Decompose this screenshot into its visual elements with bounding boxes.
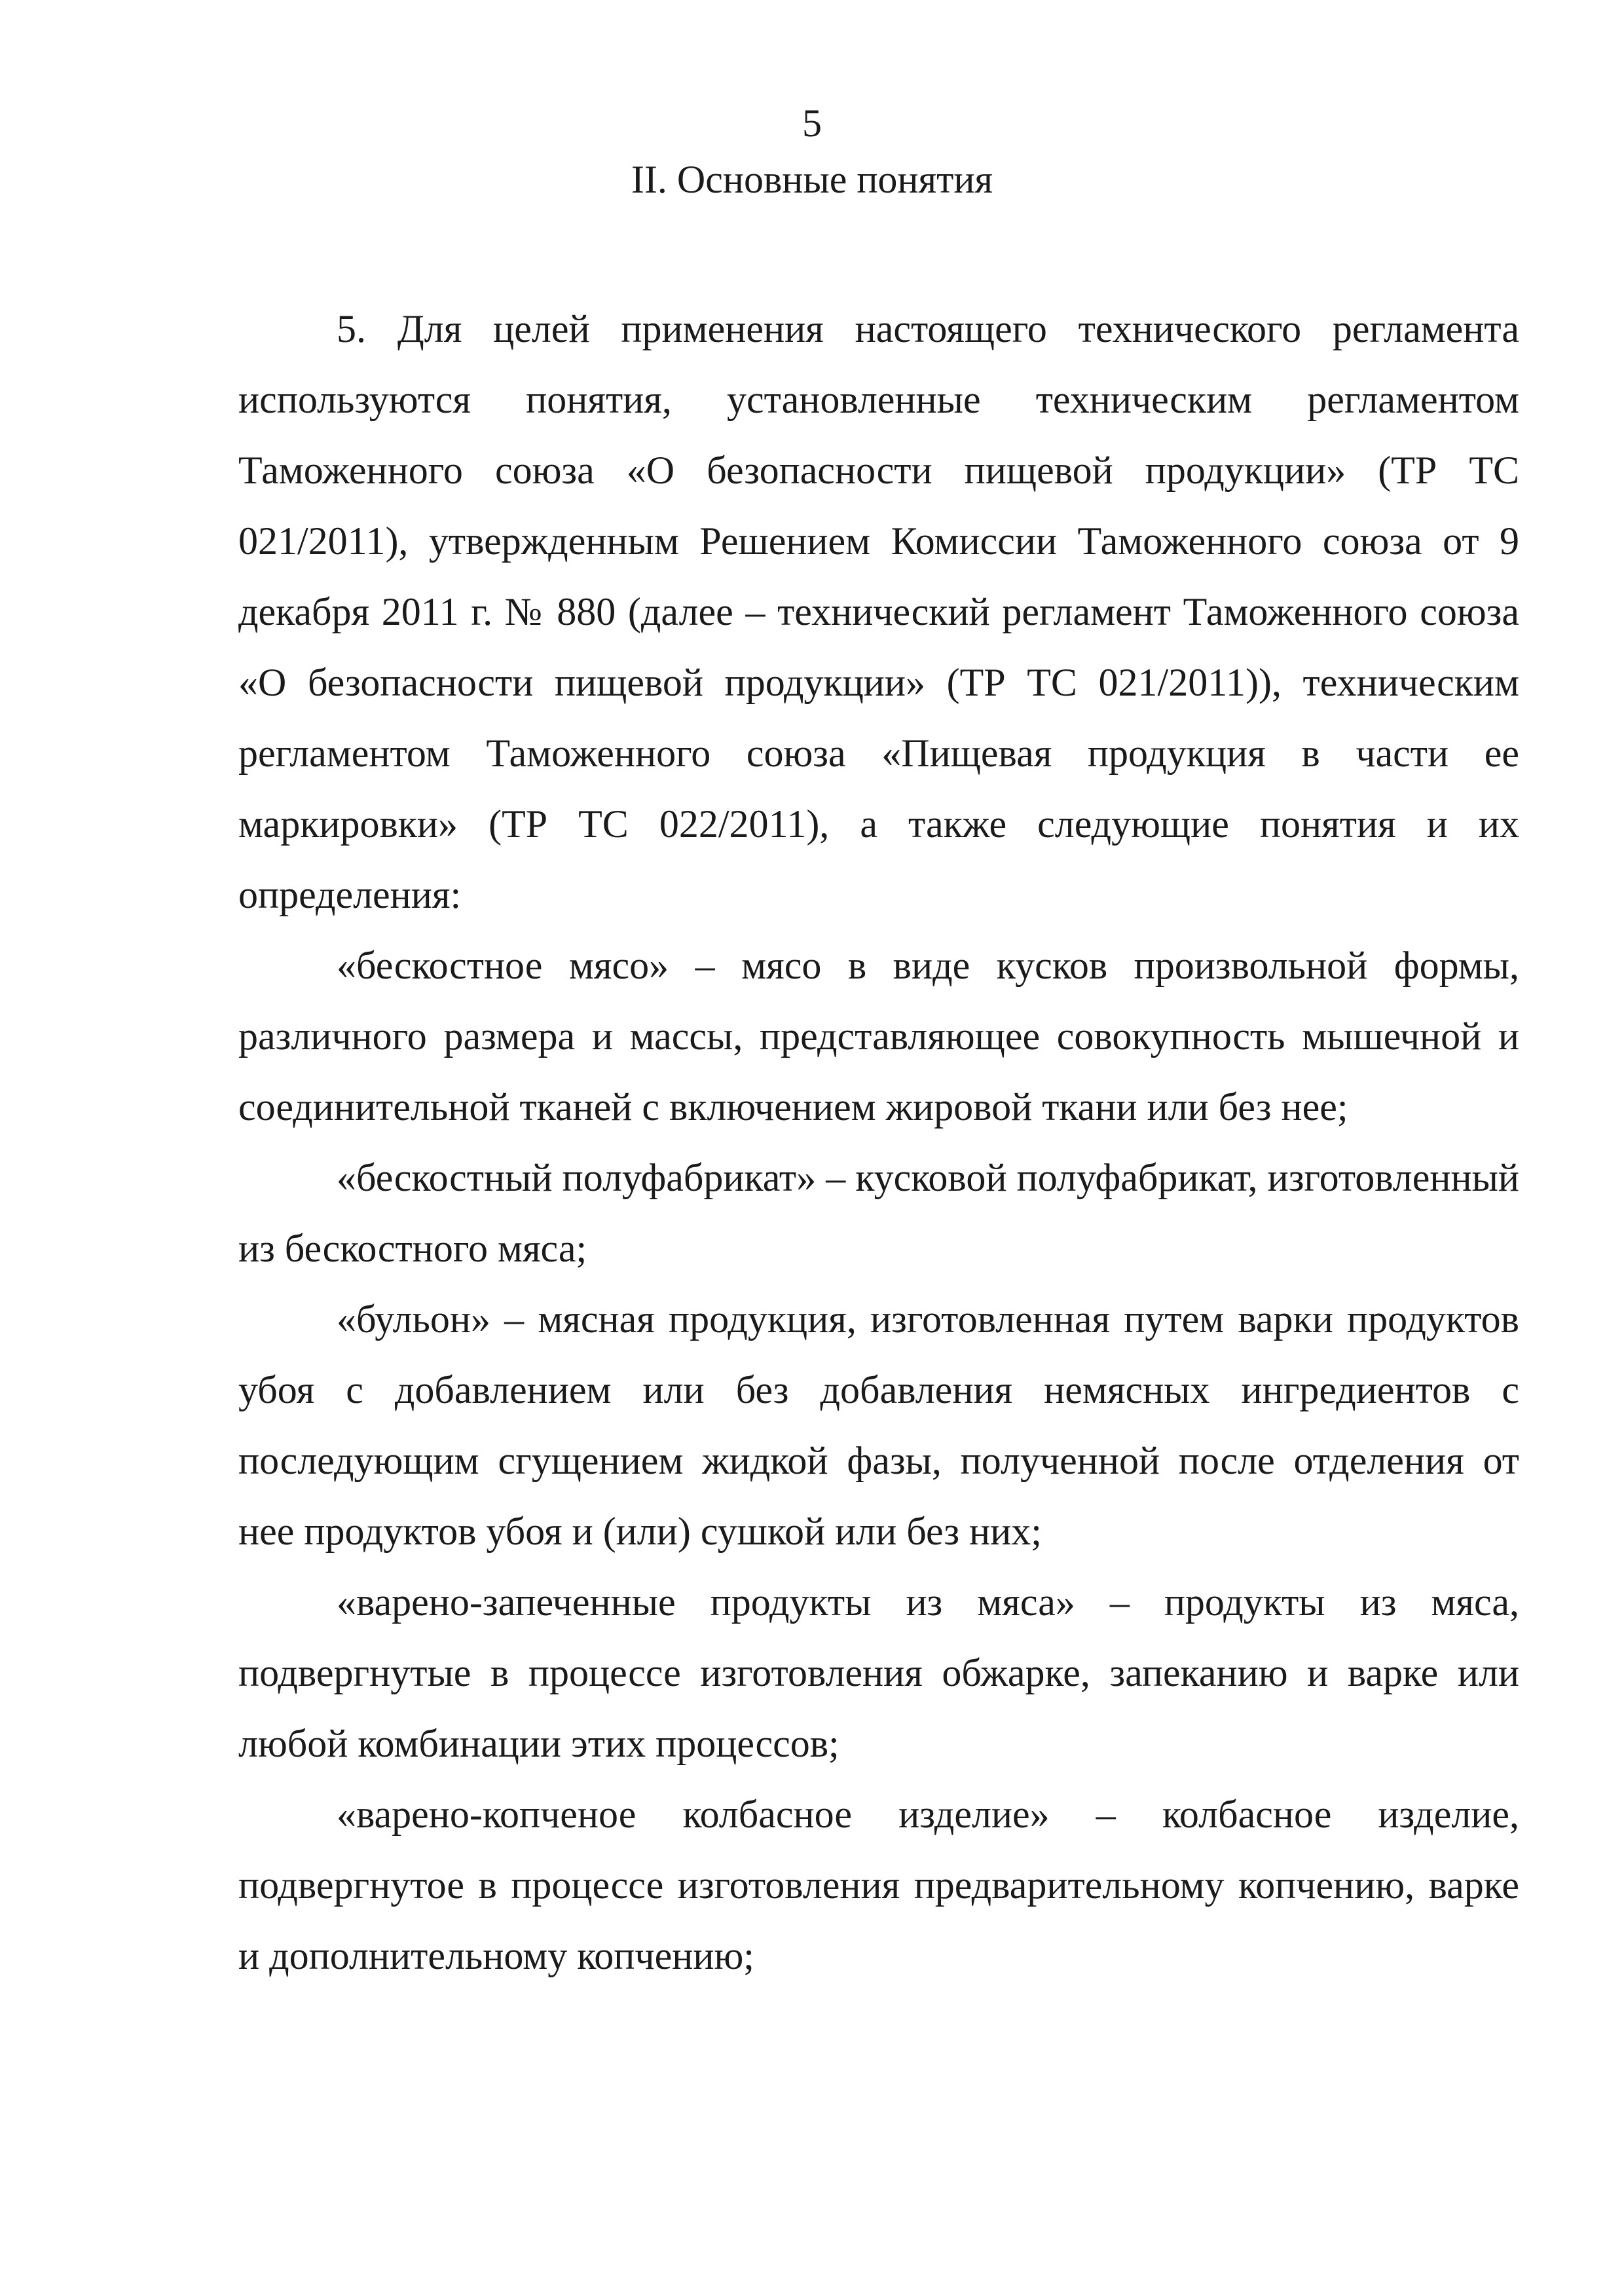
- page-number: 5: [802, 102, 822, 145]
- definition-boneless-semi-finished: «бескостный полуфабрикат» – кусковой полуфабрикат, изготовленный из бескостного мяса;: [238, 1156, 1519, 1270]
- definition-broth: «бульон» – мясная продукция, изготовленная путем варки продуктов убоя с добавлением или без добавления немясных ингредиентов с последующим сгущением жидкой фазы, полученной после отделения от нее продуктов убоя и (или) сушкой или без них;: [238, 1297, 1519, 1553]
- section-title: II. Основные понятия: [631, 158, 993, 201]
- definition-boiled-smoked-sausage: «варено-копченое колбасное изделие» – колбасное изделие, подвергнутое в процессе изготовления предварительному копчению, варке и дополнительному копчению;: [238, 1793, 1519, 1977]
- definition-boiled-baked-products: «варено-запеченные продукты из мяса» – продукты из мяса, подвергнутые в процессе изготовления обжарке, запеканию и варке или любой комбинации этих процессов;: [238, 1580, 1519, 1765]
- document-body: [238, 293, 1519, 1991]
- paragraph-intro: 5. Для целей применения настоящего технического регламента используются понятия, установленные техническим регламентом Таможенного союза «О безопасности пищевой продукции» (ТР ТС 021/2011), утвержденным Решением Комиссии Таможенного союза от 9 декабря 2011 г. № 880 (далее – технический регламент Таможенного союза «О безопасности пищевой продукции» (ТР ТС 021/2011)), техническим регламентом Таможенного союза «Пищевая продукция в части ее маркировки» (ТР ТС 022/2011), а также следующие понятия и их определения:: [238, 307, 1519, 916]
- definition-boneless-meat: «бескостное мясо» – мясо в виде кусков произвольной формы, различного размера и массы, представляющее совокупность мышечной и соединительной тканей с включением жировой ткани или без нее;: [238, 944, 1519, 1129]
